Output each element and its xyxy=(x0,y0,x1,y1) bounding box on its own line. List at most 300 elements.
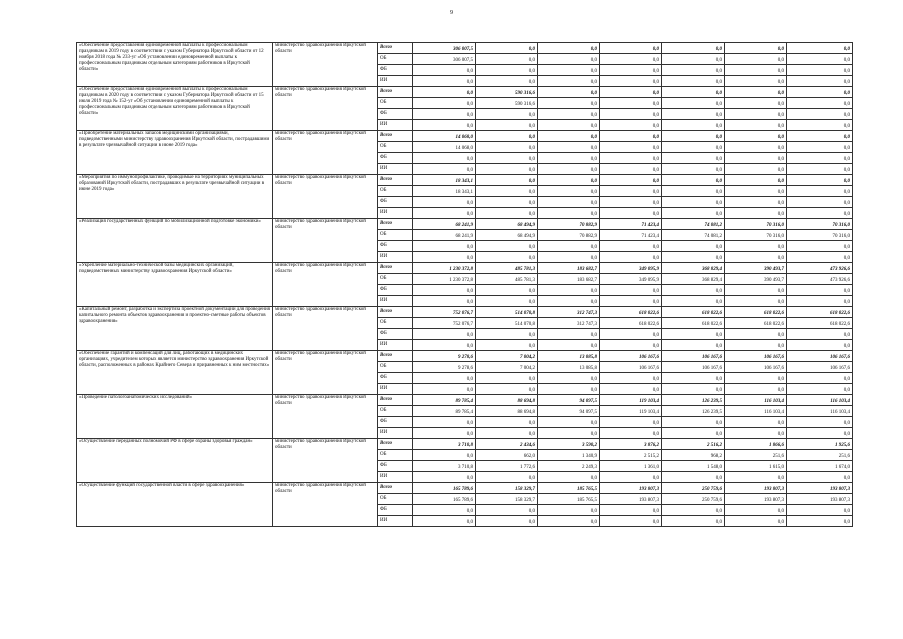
funding-source: ОБ xyxy=(378,142,413,153)
amount-cell: 0,0 xyxy=(538,186,600,197)
amount-cell: 0,0 xyxy=(476,109,538,120)
funding-source: Всего xyxy=(378,43,413,54)
funding-source: ИИ xyxy=(378,428,413,439)
table-row xyxy=(77,43,853,54)
amount-cell: 0,0 xyxy=(476,164,538,175)
amount-cell: 0,0 xyxy=(600,296,662,307)
amount-cell: 2 249,3 xyxy=(538,461,600,472)
amount-cell: 0,0 xyxy=(538,164,600,175)
amount-cell: 349 095,9 xyxy=(600,274,662,285)
amount-cell: 94 097,5 xyxy=(538,406,600,417)
amount-cell: 0,0 xyxy=(538,131,600,142)
amount-cell: 126 239,5 xyxy=(662,406,725,417)
amount-cell: 0,0 xyxy=(662,43,725,54)
amount-cell: 0,0 xyxy=(538,197,600,208)
executor: министерство здравоохранения Иркутской области xyxy=(273,219,378,263)
amount-cell: 0,0 xyxy=(538,329,600,340)
executor: министерство здравоохранения Иркутской области xyxy=(273,175,378,219)
amount-cell: 0,0 xyxy=(787,516,853,527)
executor: министерство здравоохранения Иркутской области xyxy=(273,351,378,395)
amount-cell: 0,0 xyxy=(787,384,853,395)
activity-name: «Осуществление функций государственной власти в сфере здравоохранения» xyxy=(77,483,273,527)
amount-cell: 0,0 xyxy=(787,417,853,428)
amount-cell: 7 004,2 xyxy=(476,362,538,373)
funding-source: Всего xyxy=(378,395,413,406)
amount-cell: 0,0 xyxy=(662,384,725,395)
amount-cell: 0,0 xyxy=(787,373,853,384)
funding-source: ИИ xyxy=(378,296,413,307)
amount-cell: 89 785,4 xyxy=(413,406,476,417)
amount-cell: 312 747,3 xyxy=(538,307,600,318)
amount-cell: 0,0 xyxy=(725,164,787,175)
amount-cell: 0,0 xyxy=(538,43,600,54)
funding-source: ОБ xyxy=(378,450,413,461)
amount-cell: 0,0 xyxy=(600,252,662,263)
executor: министерство здравоохранения Иркутской области xyxy=(273,439,378,483)
funding-source: ОБ xyxy=(378,274,413,285)
amount-cell: 0,0 xyxy=(725,241,787,252)
amount-cell: 106 167,6 xyxy=(662,351,725,362)
amount-cell: 590 316,6 xyxy=(476,87,538,98)
amount-cell: 0,0 xyxy=(600,43,662,54)
funding-source: ФБ xyxy=(378,153,413,164)
amount-cell: 0,0 xyxy=(725,186,787,197)
amount-cell: 2 516,2 xyxy=(662,439,725,450)
amount-cell: 183 682,7 xyxy=(538,263,600,274)
amount-cell: 0,0 xyxy=(662,241,725,252)
amount-cell: 0,0 xyxy=(476,120,538,131)
amount-cell: 74 081,2 xyxy=(662,230,725,241)
amount-cell: 88 694,8 xyxy=(476,406,538,417)
activity-name: «Укрепление материально-технической базы медицинских организаций, подведомственных министерству здравоохранения Иркутской области» xyxy=(77,263,273,307)
amount-cell: 0,0 xyxy=(538,54,600,65)
amount-cell: 158 329,7 xyxy=(476,494,538,505)
amount-cell: 0,0 xyxy=(600,516,662,527)
amount-cell: 0,0 xyxy=(787,65,853,76)
amount-cell: 0,0 xyxy=(600,76,662,87)
amount-cell: 0,0 xyxy=(413,417,476,428)
amount-cell: 306 007,5 xyxy=(413,43,476,54)
funding-source: ОБ xyxy=(378,98,413,109)
amount-cell: 0,0 xyxy=(600,186,662,197)
executor: министерство здравоохранения Иркутской области xyxy=(273,307,378,351)
amount-cell: 74 081,2 xyxy=(662,219,725,230)
amount-cell: 0,0 xyxy=(413,505,476,516)
amount-cell: 13 085,8 xyxy=(538,362,600,373)
amount-cell: 0,0 xyxy=(413,197,476,208)
amount-cell: 70 882,9 xyxy=(538,230,600,241)
amount-cell: 0,0 xyxy=(538,252,600,263)
amount-cell: 0,0 xyxy=(725,153,787,164)
amount-cell: 0,0 xyxy=(725,373,787,384)
amount-cell: 0,0 xyxy=(600,329,662,340)
amount-cell: 0,0 xyxy=(600,285,662,296)
amount-cell: 7 004,2 xyxy=(476,351,538,362)
amount-cell: 0,0 xyxy=(476,296,538,307)
amount-cell: 0,0 xyxy=(600,417,662,428)
amount-cell: 0,0 xyxy=(476,417,538,428)
amount-cell: 0,0 xyxy=(787,428,853,439)
amount-cell: 0,0 xyxy=(662,76,725,87)
amount-cell: 0,0 xyxy=(725,109,787,120)
amount-cell: 193 807,3 xyxy=(725,494,787,505)
amount-cell: 106 167,6 xyxy=(725,351,787,362)
amount-cell: 0,0 xyxy=(787,164,853,175)
amount-cell: 1 340,9 xyxy=(538,450,600,461)
amount-cell: 0,0 xyxy=(725,131,787,142)
amount-cell: 0,0 xyxy=(476,142,538,153)
activity-name: «Осуществление переданных полномочий РФ в сфере охраны здоровья граждан» xyxy=(77,439,273,483)
amount-cell: 306 007,5 xyxy=(413,54,476,65)
amount-cell: 0,0 xyxy=(662,175,725,186)
amount-cell: 0,0 xyxy=(538,428,600,439)
amount-cell: 0,0 xyxy=(538,76,600,87)
table-row xyxy=(77,263,853,274)
amount-cell: 14 068,0 xyxy=(413,131,476,142)
amount-cell: 94 097,5 xyxy=(538,395,600,406)
amount-cell: 18 343,1 xyxy=(413,186,476,197)
amount-cell: 0,0 xyxy=(413,329,476,340)
amount-cell: 618 022,6 xyxy=(725,318,787,329)
amount-cell: 0,0 xyxy=(662,131,725,142)
amount-cell: 0,0 xyxy=(662,252,725,263)
funding-source: ОБ xyxy=(378,230,413,241)
amount-cell: 0,0 xyxy=(538,87,600,98)
amount-cell: 0,0 xyxy=(476,153,538,164)
amount-cell: 193 807,3 xyxy=(600,483,662,494)
amount-cell: 185 765,5 xyxy=(538,483,600,494)
amount-cell: 590 316,6 xyxy=(476,98,538,109)
amount-cell: 185 765,5 xyxy=(538,494,600,505)
amount-cell: 250 759,6 xyxy=(662,483,725,494)
amount-cell: 0,0 xyxy=(662,142,725,153)
amount-cell: 0,0 xyxy=(413,87,476,98)
amount-cell: 1 925,6 xyxy=(787,439,853,450)
amount-cell: 0,0 xyxy=(538,505,600,516)
amount-cell: 116 103,4 xyxy=(725,406,787,417)
amount-cell: 0,0 xyxy=(787,175,853,186)
amount-cell: 0,0 xyxy=(413,472,476,483)
amount-cell: 0,0 xyxy=(413,252,476,263)
amount-cell: 0,0 xyxy=(787,153,853,164)
amount-cell: 71 423,4 xyxy=(600,219,662,230)
amount-cell: 0,0 xyxy=(413,164,476,175)
funding-source: Всего xyxy=(378,439,413,450)
amount-cell: 0,0 xyxy=(725,197,787,208)
amount-cell: 0,0 xyxy=(413,241,476,252)
funding-source: Всего xyxy=(378,219,413,230)
amount-cell: 0,0 xyxy=(662,65,725,76)
amount-cell: 165 789,6 xyxy=(413,483,476,494)
amount-cell: 0,0 xyxy=(725,516,787,527)
amount-cell: 70 316,0 xyxy=(787,219,853,230)
activity-name: «Реализация государственных функций по мобилизационной подготовке экономики» xyxy=(77,219,273,263)
amount-cell: 0,0 xyxy=(725,296,787,307)
amount-cell: 0,0 xyxy=(725,285,787,296)
funding-source: ОБ xyxy=(378,406,413,417)
activity-name: «Обеспечение предоставления единовременной выплаты к профессиональным праздникам в 2020 году в соответствии с указом Губернатора Иркутской области от 15 июля 2019 года № 152-уг «Об установлении единовременной выплаты к профессиональным праздникам отдельным категориям работников в Иркутской области» xyxy=(77,87,273,131)
amount-cell: 0,0 xyxy=(413,208,476,219)
amount-cell: 0,0 xyxy=(787,505,853,516)
table-body xyxy=(77,43,853,527)
amount-cell: 0,0 xyxy=(662,516,725,527)
amount-cell: 0,0 xyxy=(476,197,538,208)
table-row xyxy=(77,395,853,406)
amount-cell: 1 866,6 xyxy=(725,439,787,450)
funding-source: ИИ xyxy=(378,472,413,483)
table-row xyxy=(77,219,853,230)
amount-cell: 0,0 xyxy=(413,65,476,76)
amount-cell: 183 682,7 xyxy=(538,274,600,285)
amount-cell: 0,0 xyxy=(600,98,662,109)
amount-cell: 0,0 xyxy=(476,384,538,395)
funding-source: ОБ xyxy=(378,494,413,505)
amount-cell: 1 548,0 xyxy=(662,461,725,472)
executor: министерство здравоохранения Иркутской области xyxy=(273,87,378,131)
amount-cell: 0,0 xyxy=(538,241,600,252)
amount-cell: 193 807,3 xyxy=(787,494,853,505)
amount-cell: 0,0 xyxy=(662,296,725,307)
amount-cell: 662,0 xyxy=(476,450,538,461)
amount-cell: 0,0 xyxy=(725,428,787,439)
table-row xyxy=(77,483,853,494)
executor: министерство здравоохранения Иркутской области xyxy=(273,483,378,527)
executor: министерство здравоохранения Иркутской области xyxy=(273,131,378,175)
amount-cell: 0,0 xyxy=(600,164,662,175)
funding-source: ИИ xyxy=(378,120,413,131)
amount-cell: 0,0 xyxy=(538,384,600,395)
amount-cell: 618 022,6 xyxy=(787,318,853,329)
amount-cell: 193 807,3 xyxy=(725,483,787,494)
amount-cell: 0,0 xyxy=(662,428,725,439)
amount-cell: 0,0 xyxy=(725,208,787,219)
executor: министерство здравоохранения Иркутской области xyxy=(273,263,378,307)
budget-table xyxy=(76,42,853,527)
amount-cell: 368 829,4 xyxy=(662,263,725,274)
amount-cell: 0,0 xyxy=(600,384,662,395)
amount-cell: 71 423,4 xyxy=(600,230,662,241)
amount-cell: 106 167,6 xyxy=(787,362,853,373)
amount-cell: 193 807,3 xyxy=(600,494,662,505)
amount-cell: 0,0 xyxy=(725,120,787,131)
amount-cell: 0,0 xyxy=(600,373,662,384)
amount-cell: 0,0 xyxy=(413,109,476,120)
amount-cell: 0,0 xyxy=(787,296,853,307)
amount-cell: 116 103,4 xyxy=(787,395,853,406)
amount-cell: 119 103,4 xyxy=(600,395,662,406)
amount-cell: 0,0 xyxy=(600,87,662,98)
amount-cell: 618 022,6 xyxy=(600,318,662,329)
amount-cell: 0,0 xyxy=(725,98,787,109)
amount-cell: 0,0 xyxy=(787,120,853,131)
amount-cell: 250 759,6 xyxy=(662,494,725,505)
amount-cell: 0,0 xyxy=(600,197,662,208)
funding-source: Всего xyxy=(378,307,413,318)
amount-cell: 0,0 xyxy=(476,76,538,87)
amount-cell: 0,0 xyxy=(413,450,476,461)
amount-cell: 0,0 xyxy=(725,384,787,395)
amount-cell: 0,0 xyxy=(787,252,853,263)
funding-source: ИИ xyxy=(378,164,413,175)
amount-cell: 0,0 xyxy=(725,43,787,54)
funding-source: Всего xyxy=(378,131,413,142)
amount-cell: 0,0 xyxy=(600,241,662,252)
amount-cell: 9 278,6 xyxy=(413,351,476,362)
funding-source: ОБ xyxy=(378,54,413,65)
amount-cell: 70 316,0 xyxy=(725,230,787,241)
amount-cell: 0,0 xyxy=(725,87,787,98)
amount-cell: 126 239,5 xyxy=(662,395,725,406)
amount-cell: 0,0 xyxy=(787,142,853,153)
amount-cell: 0,0 xyxy=(413,76,476,87)
activity-name: «Мероприятия по иммунопрофилактике, проводимые на территориях муниципальных образований Иркутской области, пострадавших в результате чрезвычайной ситуации в июне 2019 года» xyxy=(77,175,273,219)
amount-cell: 0,0 xyxy=(662,340,725,351)
amount-cell: 3 590,2 xyxy=(538,439,600,450)
funding-source: ОБ xyxy=(378,362,413,373)
amount-cell: 70 882,9 xyxy=(538,219,600,230)
amount-cell: 0,0 xyxy=(413,340,476,351)
amount-cell: 473 926,6 xyxy=(787,274,853,285)
amount-cell: 0,0 xyxy=(787,109,853,120)
funding-source: ИИ xyxy=(378,252,413,263)
amount-cell: 0,0 xyxy=(662,197,725,208)
amount-cell: 0,0 xyxy=(662,505,725,516)
amount-cell: 514 070,8 xyxy=(476,318,538,329)
funding-source: ФБ xyxy=(378,417,413,428)
amount-cell: 9 278,6 xyxy=(413,362,476,373)
amount-cell: 0,0 xyxy=(476,131,538,142)
amount-cell: 0,0 xyxy=(538,153,600,164)
amount-cell: 0,0 xyxy=(787,186,853,197)
amount-cell: 0,0 xyxy=(538,142,600,153)
amount-cell: 0,0 xyxy=(600,505,662,516)
amount-cell: 618 022,6 xyxy=(600,307,662,318)
amount-cell: 0,0 xyxy=(787,76,853,87)
amount-cell: 0,0 xyxy=(600,428,662,439)
amount-cell: 0,0 xyxy=(600,340,662,351)
table-row xyxy=(77,131,853,142)
amount-cell: 0,0 xyxy=(538,373,600,384)
table-row xyxy=(77,307,853,318)
amount-cell: 0,0 xyxy=(787,241,853,252)
amount-cell: 0,0 xyxy=(725,329,787,340)
amount-cell: 0,0 xyxy=(600,175,662,186)
amount-cell: 0,0 xyxy=(476,329,538,340)
amount-cell: 0,0 xyxy=(538,109,600,120)
amount-cell: 0,0 xyxy=(600,153,662,164)
amount-cell: 0,0 xyxy=(600,54,662,65)
amount-cell: 106 167,6 xyxy=(787,351,853,362)
amount-cell: 0,0 xyxy=(662,153,725,164)
amount-cell: 0,0 xyxy=(662,87,725,98)
amount-cell: 0,0 xyxy=(787,329,853,340)
amount-cell: 119 103,4 xyxy=(600,406,662,417)
amount-cell: 390 493,7 xyxy=(725,263,787,274)
amount-cell: 0,0 xyxy=(413,384,476,395)
amount-cell: 0,0 xyxy=(787,208,853,219)
amount-cell: 158 329,7 xyxy=(476,483,538,494)
amount-cell: 13 085,8 xyxy=(538,351,600,362)
amount-cell: 116 103,4 xyxy=(725,395,787,406)
amount-cell: 0,0 xyxy=(538,417,600,428)
amount-cell: 0,0 xyxy=(725,54,787,65)
amount-cell: 0,0 xyxy=(787,54,853,65)
funding-source: ИИ xyxy=(378,516,413,527)
amount-cell: 251,6 xyxy=(787,450,853,461)
amount-cell: 0,0 xyxy=(662,417,725,428)
activity-name: «Приобретение материальных запасов медицинскими организациями, подведомственными министерству здравоохранения Иркутской области, пострадавшими в результате чрезвычайной ситуации в июне 2019 года» xyxy=(77,131,273,175)
activity-name: «Обеспечение предоставления единовременной выплаты к профессиональным праздникам в 2019 году в соответствии с указом Губернатора Иркутской области от 12 ноября 2018 года № 233-уг «Об установлении единовременной выплаты к профессиональным праздникам отдельным категориям работников в Иркутской области» xyxy=(77,43,273,87)
funding-source: ФБ xyxy=(378,329,413,340)
amount-cell: 0,0 xyxy=(725,142,787,153)
amount-cell: 968,2 xyxy=(662,450,725,461)
amount-cell: 0,0 xyxy=(538,120,600,131)
amount-cell: 0,0 xyxy=(662,472,725,483)
amount-cell: 0,0 xyxy=(476,340,538,351)
amount-cell: 14 068,0 xyxy=(413,142,476,153)
funding-source: ФБ xyxy=(378,241,413,252)
amount-cell: 0,0 xyxy=(787,131,853,142)
amount-cell: 68 494,9 xyxy=(476,219,538,230)
amount-cell: 0,0 xyxy=(476,54,538,65)
table-row xyxy=(77,175,853,186)
amount-cell: 0,0 xyxy=(413,516,476,527)
amount-cell: 88 694,8 xyxy=(476,395,538,406)
amount-cell: 0,0 xyxy=(662,208,725,219)
amount-cell: 618 022,6 xyxy=(662,318,725,329)
amount-cell: 0,0 xyxy=(662,373,725,384)
amount-cell: 68 241,9 xyxy=(413,219,476,230)
amount-cell: 1 361,0 xyxy=(600,461,662,472)
amount-cell: 618 022,6 xyxy=(787,307,853,318)
amount-cell: 368 829,4 xyxy=(662,274,725,285)
funding-source: ИИ xyxy=(378,76,413,87)
amount-cell: 0,0 xyxy=(725,472,787,483)
amount-cell: 0,0 xyxy=(413,98,476,109)
amount-cell: 752 076,7 xyxy=(413,307,476,318)
funding-source: ФБ xyxy=(378,285,413,296)
amount-cell: 251,6 xyxy=(725,450,787,461)
amount-cell: 0,0 xyxy=(476,373,538,384)
amount-cell: 1 615,0 xyxy=(725,461,787,472)
activity-name: «Капитальный ремонт, разработка и экспертиза проектной документации для проведения капитального ремонта объектов здравоохранения и проектно-сметные работы объектов здравоохранения» xyxy=(77,307,273,351)
funding-source: ФБ xyxy=(378,65,413,76)
amount-cell: 106 167,6 xyxy=(662,362,725,373)
amount-cell: 618 022,6 xyxy=(662,307,725,318)
amount-cell: 0,0 xyxy=(476,65,538,76)
table-row xyxy=(77,439,853,450)
funding-source: ФБ xyxy=(378,461,413,472)
amount-cell: 0,0 xyxy=(476,175,538,186)
amount-cell: 0,0 xyxy=(538,65,600,76)
activity-name: «Проведение патологоанатомических исследований» xyxy=(77,395,273,439)
amount-cell: 0,0 xyxy=(413,285,476,296)
amount-cell: 618 022,6 xyxy=(725,307,787,318)
amount-cell: 0,0 xyxy=(538,472,600,483)
amount-cell: 0,0 xyxy=(538,208,600,219)
amount-cell: 473 926,6 xyxy=(787,263,853,274)
funding-source: ИИ xyxy=(378,340,413,351)
executor: министерство здравоохранения Иркутской области xyxy=(273,395,378,439)
amount-cell: 0,0 xyxy=(476,208,538,219)
amount-cell: 1 230 372,8 xyxy=(413,263,476,274)
amount-cell: 0,0 xyxy=(725,340,787,351)
amount-cell: 0,0 xyxy=(413,373,476,384)
amount-cell: 0,0 xyxy=(476,241,538,252)
amount-cell: 0,0 xyxy=(725,505,787,516)
amount-cell: 18 343,1 xyxy=(413,175,476,186)
activity-name: «Обеспечение гарантий и компенсаций для лиц, работающих в медицинских организациях, учредителем которых является министерство здравоохранения Иркутской области, расположенных в районах Крайнего Севера и приравненных к ним местностях» xyxy=(77,351,273,395)
